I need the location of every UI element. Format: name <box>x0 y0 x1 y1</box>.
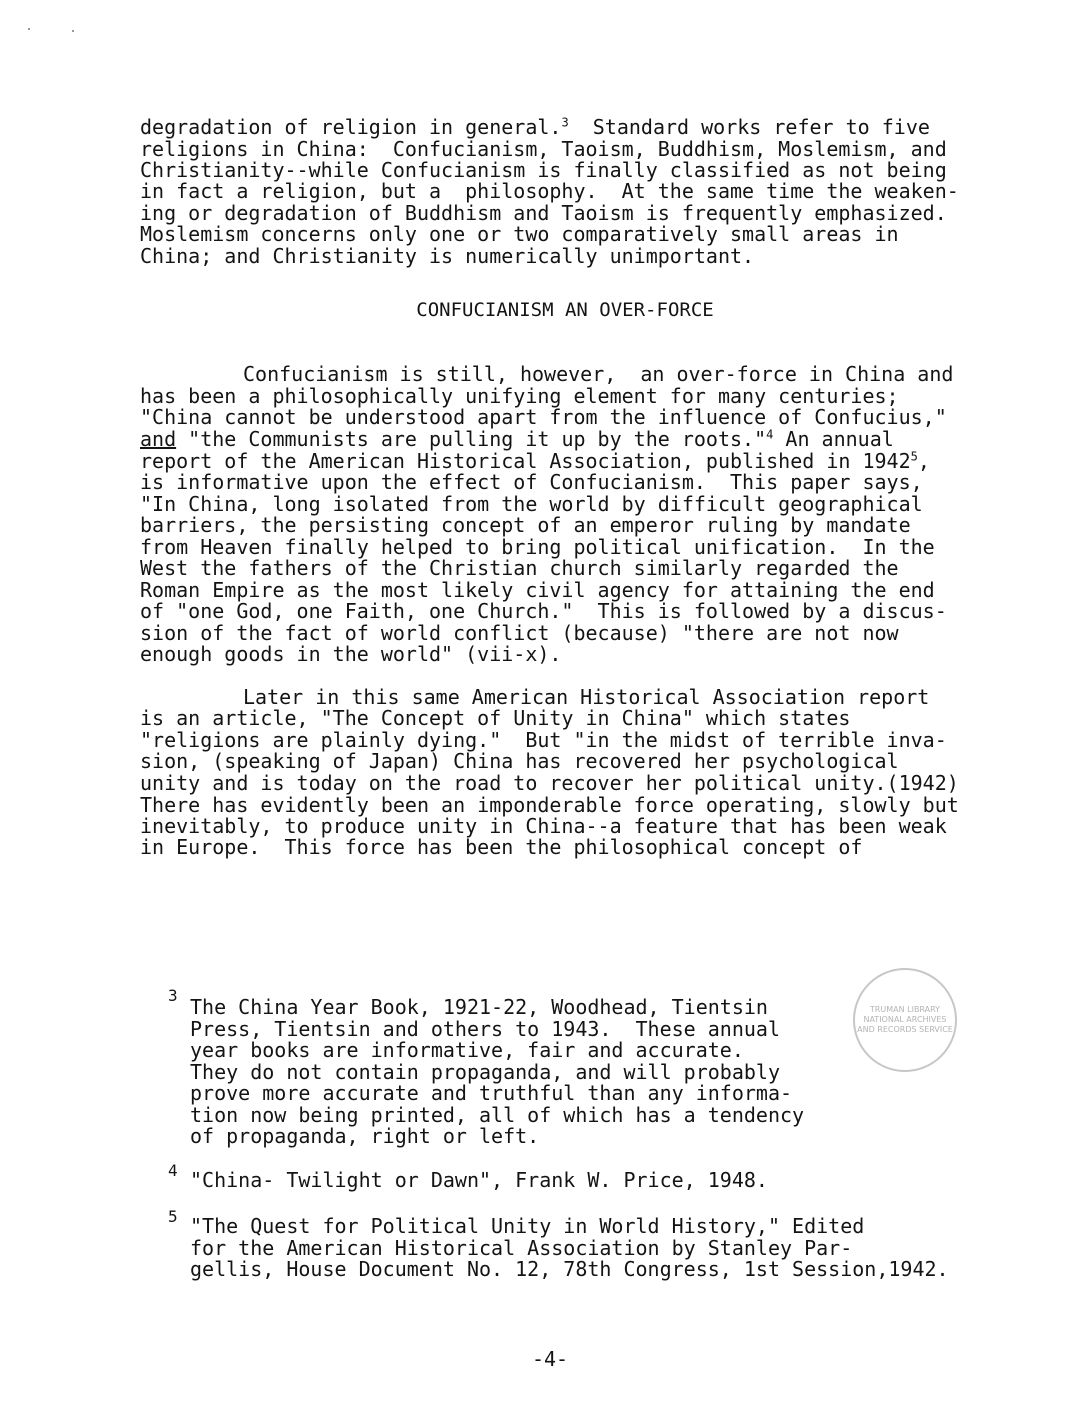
para2-line-8: barriers, the persisting concept of an emperor ruling by mandate <box>140 513 911 537</box>
para3-line-1: Later in this same American Historical Association report <box>243 685 930 709</box>
para2-line-7: "In China, long isolated from the world by difficult geographical <box>140 492 923 516</box>
para2-line-3: "China cannot be understood apart from the influence of Confucius," <box>140 405 947 429</box>
para1-line-5: ing or degradation of Buddhism and Taoism is frequently emphasized. <box>140 201 947 225</box>
para2-line-6: is informative upon the effect of Confucianism. This paper says, <box>140 470 923 494</box>
para1-line-2: religions in China: Confucianism, Taoism, Buddhism, Moslemism, and <box>140 137 947 161</box>
footnote3-line-4: They do not contain propaganda, and will probably <box>190 1060 781 1084</box>
footnote-ref-3: 3 <box>561 115 569 130</box>
footnote-number-3: 3 <box>168 986 178 1005</box>
para2-line-5: report of the American Historical Association, published in 1942$^5$, <box>140 449 930 473</box>
footnote5-line-3: gellis, House Document No. 12, 78th Congress, 1st Session,1942. <box>190 1257 949 1281</box>
scan-speck <box>28 28 30 30</box>
footnote3-line-6: tion now being printed, all of which has a tendency <box>190 1103 805 1127</box>
footnote-number-5: 5 <box>168 1207 178 1226</box>
para2-line-9: from Heaven finally helped to bring political unification. In the <box>140 535 935 559</box>
footnote5-line-2: for the American Historical Association by Stanley Par- <box>190 1236 853 1260</box>
para3-line-5: unity and is today on the road to recover her political unity.(1942) <box>140 771 959 795</box>
footnote3-line-1: The China Year Book, 1921-22, Woodhead, Tientsin <box>190 995 768 1019</box>
footnote-ref-4: 4 <box>766 427 774 442</box>
footnote3-line-3: year books are informative, fair and accurate. <box>190 1038 744 1062</box>
para2-line-13: sion of the fact of world conflict (because) "there are not now <box>140 621 899 645</box>
footnote5-line-1: "The Quest for Political Unity in World History," Edited <box>190 1214 865 1238</box>
para1-line-1: degradation of religion in general.$^3$ Standard works refer to five <box>140 115 930 139</box>
para3-line-4: sion, (speaking of Japan) China has recovered her psychological <box>140 749 899 773</box>
scan-speck <box>72 30 74 32</box>
para2-line-2: has been a philosophically unifying element for many centuries; <box>140 384 899 408</box>
para2-line-14: enough goods in the world" (vii-x). <box>140 642 562 666</box>
footnote-ref-5: 5 <box>910 449 918 464</box>
para3-line-2: is an article, "The Concept of Unity in China" which states <box>140 706 851 730</box>
para3-line-7: inevitably, to produce unity in China--a feature that has been weak <box>140 814 947 838</box>
footnote3-line-5: prove more accurate and truthful than any informa- <box>190 1081 793 1105</box>
para2-line-10: West the fathers of the Christian church similarly regarded the <box>140 556 899 580</box>
para3-line-6: There has evidently been an imponderable force operating, slowly but <box>140 793 959 817</box>
section-heading: CONFUCIANISM AN OVER-FORCE <box>416 299 714 321</box>
archive-stamp: TRUMAN LIBRARY NATIONAL ARCHIVES AND RECORDS SERVICE <box>853 968 957 1072</box>
para3-line-8: in Europe. This force has been the philosophical concept of <box>140 835 863 859</box>
para2-line-4: and "the Communists are pulling it up by the roots."$^4$ An annual <box>140 427 894 451</box>
para1-line-4: in fact a religion, but a philosophy. At the same time the weaken- <box>140 179 959 203</box>
para2-line-1: Confucianism is still, however, an over-force in China and <box>243 362 954 386</box>
footnote4-line-1: "China- Twilight or Dawn", Frank W. Price, 1948. <box>190 1168 768 1192</box>
page-number: -4- <box>531 1347 569 1371</box>
para2-line-11: Roman Empire as the most likely civil agency for attaining the end <box>140 578 935 602</box>
footnote3-line-2: Press, Tientsin and others to 1943. These annual <box>190 1017 781 1041</box>
para1-line-7: China; and Christianity is numerically unimportant. <box>140 244 755 268</box>
para2-line-12: of "one God, one Faith, one Church." This is followed by a discus- <box>140 599 947 623</box>
underlined-and: and <box>140 427 177 451</box>
para1-line-6: Moslemism concerns only one or two comparatively small areas in <box>140 222 899 246</box>
footnote-number-4: 4 <box>168 1161 178 1180</box>
footnote3-line-7: of propaganda, right or left. <box>190 1124 540 1148</box>
para3-line-3: "religions are plainly dying." But "in the midst of terrible inva- <box>140 728 947 752</box>
para1-line-3: Christianity--while Confucianism is finally classified as not being <box>140 158 947 182</box>
